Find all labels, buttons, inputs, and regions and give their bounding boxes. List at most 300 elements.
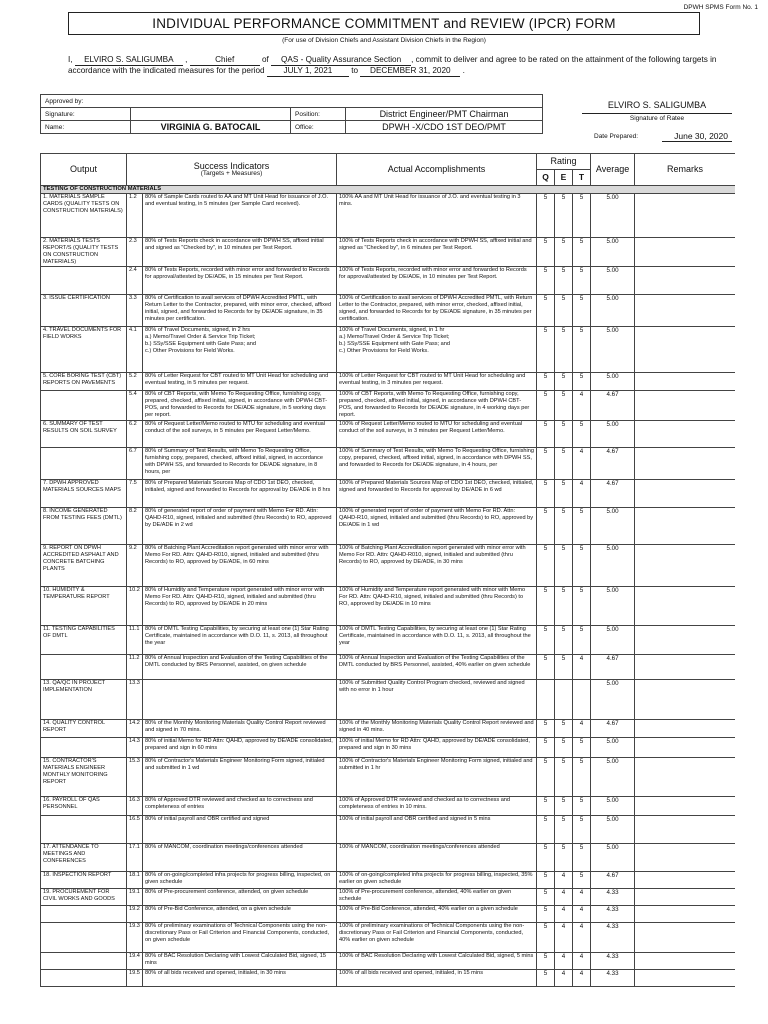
success-indicator-cell: 80% of CBT Reports, with Memo To Requesting Office, furnishing copy, prepared, checked, affixed initial, signed, in accordance with DPWH CBT-POS, and forwarded to Records for DE/ADE signature, in 5 working days per report. (143, 391, 337, 421)
indicator-code-cell: 16.5 (127, 816, 143, 844)
rating-q-cell: 5 (537, 545, 555, 587)
average-cell: 5.00 (591, 267, 635, 295)
remarks-cell (635, 923, 735, 953)
table-row (41, 906, 736, 923)
average-cell: 5.00 (591, 844, 635, 872)
header-e: E (555, 170, 573, 186)
remarks-cell (635, 953, 735, 970)
indicator-code-cell: 2.3 (127, 238, 143, 267)
success-indicator-cell: 80% of Humidity and Temperature report generated with minor error with Memo For RD. Attn: QAHD-R10, signed, initialed and submitted (thru Records) to RO, approved by DE/ADE in 20 mins (143, 587, 337, 626)
average-cell: 5.00 (591, 545, 635, 587)
rating-e-cell: 4 (555, 923, 573, 953)
commitment-statement (68, 55, 748, 77)
rating-t-cell: 5 (573, 295, 591, 327)
indicator-code-cell: 16.3 (127, 797, 143, 816)
rating-t-cell: 4 (573, 391, 591, 421)
table-row (41, 758, 736, 797)
rating-q-cell: 5 (537, 797, 555, 816)
rating-q-cell: 5 (537, 720, 555, 738)
rating-q-cell: 5 (537, 923, 555, 953)
commit-text: , commit to deliver and agree to be rated on the attainment of the following targets in accordance with the indicated measures for the period (68, 55, 717, 75)
rating-q-cell: 5 (537, 655, 555, 680)
actual-accomplishment-cell: 100% of Request Letter/Memo routed to MTU for scheduling and eventual conduct of the soil surveys, in 3 minutes per Request Letter/Memo. (337, 421, 537, 448)
table-row (41, 448, 736, 480)
actual-accomplishment-cell: 100% of Pre-procurement conference, attended, 40% earlier on given schedule (337, 889, 537, 906)
remarks-cell (635, 327, 735, 373)
rating-e-cell: 5 (555, 267, 573, 295)
rating-e-cell: 5 (555, 480, 573, 508)
rating-q-cell: 5 (537, 238, 555, 267)
average-cell: 4.33 (591, 906, 635, 923)
header-q: Q (537, 170, 555, 186)
output-cell: 5. CORE BORING TEST (CBT) REPORTS ON PAVEMENTS (41, 373, 127, 391)
table-row (41, 872, 736, 889)
rating-e-cell: 5 (555, 797, 573, 816)
header-average: Average (591, 154, 635, 186)
header-rating: Rating (537, 154, 591, 170)
rating-t-cell: 4 (573, 720, 591, 738)
indicator-code-cell: 4.1 (127, 327, 143, 373)
average-cell: 4.67 (591, 872, 635, 889)
rating-e-cell: 5 (555, 295, 573, 327)
success-indicator-cell: 80% of Certification to avail services of DPWH Accredited PMTL, with Return Letter to the Contractor, prepared, with minor error, checked, affixed initial, signed, and forwarded to Records for by DE/ADE signature, in 35 minutes per certification. (143, 295, 337, 327)
approved-by-label: Approved by: (41, 95, 543, 108)
table-row (41, 421, 736, 448)
indicator-code-cell: 13.3 (127, 680, 143, 720)
success-indicator-cell: 80% of Approved DTR reviewed and checked as to correctness and completeness of entries (143, 797, 337, 816)
rating-t-cell: 4 (573, 889, 591, 906)
table-row (41, 923, 736, 953)
ipcr-table (40, 153, 735, 987)
rating-e-cell: 5 (555, 758, 573, 797)
output-cell: 1. MATERIALS SAMPLE CARDS (QUALITY TESTS ON CONSTRUCTION MATERIALS) (41, 194, 127, 238)
table-row (41, 953, 736, 970)
success-indicator-cell: 80% of Tests Reports, recorded with minor error and forwarded to Records for approval/attested by DE/ADE, in 15 minutes per Test Report. (143, 267, 337, 295)
commit-position: Chief (190, 55, 260, 66)
average-cell: 4.33 (591, 923, 635, 953)
output-cell: 10. HUMIDITY & TEMPERATURE REPORT (41, 587, 127, 626)
date-prepared-label: Date Prepared: (594, 133, 639, 140)
table-row (41, 295, 736, 327)
rating-e-cell: 5 (555, 655, 573, 680)
actual-accomplishment-cell: 100% of DMTL Testing Capabilities, by securing at least one (1) Star Rating Certificate, maintained in accordance with D.O. 11, s. 2013, all throughout the year (337, 626, 537, 655)
table-row (41, 797, 736, 816)
success-indicator-cell: 80% of Letter Request for CBT routed to MT Unit Head for scheduling and eventual testing, in 5 minutes per request. (143, 373, 337, 391)
rating-q-cell: 5 (537, 267, 555, 295)
rating-q-cell: 5 (537, 844, 555, 872)
commit-office: QAS - Quality Assurance Section (271, 55, 411, 66)
table-row (41, 970, 736, 987)
output-cell: 17. ATTENDANCE TO MEETINGS AND CONFERENCES (41, 844, 127, 872)
rating-q-cell (537, 680, 555, 720)
rating-e-cell: 5 (555, 844, 573, 872)
rating-q-cell: 5 (537, 889, 555, 906)
remarks-cell (635, 626, 735, 655)
remarks-cell (635, 816, 735, 844)
rating-e-cell: 4 (555, 953, 573, 970)
rating-q-cell: 5 (537, 587, 555, 626)
average-cell: 5.00 (591, 587, 635, 626)
actual-accomplishment-cell: 100% of the Monthly Monitoring Materials Quality Control Report reviewed and signed in 40 mins. (337, 720, 537, 738)
rating-e-cell: 5 (555, 816, 573, 844)
rating-e-cell: 5 (555, 448, 573, 480)
rating-t-cell: 5 (573, 508, 591, 545)
remarks-cell (635, 373, 735, 391)
success-indicator-cell: 80% of Pre-procurement conference, attended, on given schedule (143, 889, 337, 906)
period-to: DECEMBER 31, 2020 (360, 66, 460, 77)
average-cell: 4.67 (591, 391, 635, 421)
signature-field (131, 108, 291, 121)
indicator-code-cell: 8.2 (127, 508, 143, 545)
indicator-code-cell: 14.3 (127, 738, 143, 758)
rating-q-cell: 5 (537, 970, 555, 987)
rating-t-cell: 5 (573, 738, 591, 758)
actual-accomplishment-cell: 100% of Travel Documents, signed, in 1 hr a.) Memo/Travel Order & Service Trip Ticket; b.) SSy/SSE Equipment with Gate Pass; and c.) Other Provisions for Field Works. (337, 327, 537, 373)
rating-t-cell: 4 (573, 448, 591, 480)
remarks-cell (635, 906, 735, 923)
average-cell: 5.00 (591, 758, 635, 797)
rating-t-cell: 5 (573, 758, 591, 797)
output-cell: 18. INSPECTION REPORT (41, 872, 127, 889)
table-row (41, 587, 736, 626)
indicator-code-cell: 1.2 (127, 194, 143, 238)
table-row (41, 889, 736, 906)
success-indicator-cell: 80% of Batching Plant Accreditation report generated with minor error with Memo For RD. Attn: QAHD-R010, signed, initialed and submitted (thru Records) to RO, approved by DE/ADE, in 60 mins (143, 545, 337, 587)
rating-q-cell: 5 (537, 738, 555, 758)
table-row (41, 327, 736, 373)
output-cell (41, 923, 127, 953)
rating-q-cell: 5 (537, 448, 555, 480)
commit-prefix: I, (68, 55, 73, 64)
rating-e-cell: 4 (555, 906, 573, 923)
form-title: INDIVIDUAL PERFORMANCE COMMITMENT and REVIEW (IPCR) FORM (68, 12, 700, 35)
rating-t-cell: 5 (573, 421, 591, 448)
success-indicator-cell: 80% of Travel Documents, signed, in 2 hrs a.) Memo/Travel Order & Service Trip Ticket; b.) SSy/SSE Equipment with Gate Pass; and c.) Other Provisions for Field Works. (143, 327, 337, 373)
output-cell: 9. REPORT ON DPWH ACCREDITED ASPHALT AND CONCRETE BATCHING PLANTS (41, 545, 127, 587)
remarks-cell (635, 655, 735, 680)
rating-e-cell: 4 (555, 872, 573, 889)
average-cell: 5.00 (591, 738, 635, 758)
remarks-cell (635, 970, 735, 987)
output-cell (41, 655, 127, 680)
actual-accomplishment-cell: 100% of Summary of Test Results, with Memo To Requesting Office, furnishing copy, prepared, checked, affixed initial, signed, in accordance with DPWH SS, and forwarded to Records for DE/ADE signature, in 4 hours, per (337, 448, 537, 480)
output-cell: 14. QUALITY CONTROL REPORT (41, 720, 127, 738)
commit-of: of (261, 55, 269, 64)
rating-t-cell: 5 (573, 816, 591, 844)
rating-e-cell: 5 (555, 194, 573, 238)
success-indicator-cell: 80% of all bids received and opened, initialed, in 30 mins (143, 970, 337, 987)
rating-t-cell: 4 (573, 953, 591, 970)
header-output: Output (41, 154, 127, 186)
output-cell: 2. MATERIALS TESTS REPORT/S (QUALITY TESTS ON CONSTRUCTION MATERIALS) (41, 238, 127, 267)
rating-t-cell: 5 (573, 626, 591, 655)
approver-position: District Engineer/PMT Chairman (346, 108, 543, 121)
header-success-indicators (127, 154, 337, 186)
table-row (41, 545, 736, 587)
actual-accomplishment-cell: 100% of on-going/completed infra projects for progress billing, inspected, 35% earlier on given schedule (337, 872, 537, 889)
rating-t-cell: 5 (573, 238, 591, 267)
average-cell: 5.00 (591, 680, 635, 720)
rating-t-cell (573, 680, 591, 720)
output-cell (41, 953, 127, 970)
rating-e-cell: 5 (555, 391, 573, 421)
average-cell: 5.00 (591, 373, 635, 391)
name-label: Name: (41, 121, 131, 134)
output-cell (41, 267, 127, 295)
indicator-code-cell: 3.3 (127, 295, 143, 327)
rating-q-cell: 5 (537, 906, 555, 923)
rating-e-cell: 5 (555, 508, 573, 545)
indicator-code-cell: 10.2 (127, 587, 143, 626)
remarks-cell (635, 872, 735, 889)
average-cell: 4.67 (591, 448, 635, 480)
indicator-code-cell: 6.7 (127, 448, 143, 480)
output-cell (41, 448, 127, 480)
ratee-signature-label: Signature of Ratee (629, 115, 685, 122)
table-row (41, 626, 736, 655)
actual-accomplishment-cell: 100% of Prepared Materials Sources Map of CDO 1st DEO, checked, initialed, signed and forwarded to Records for approval by DE/ADE in 6 wd (337, 480, 537, 508)
average-cell: 5.00 (591, 626, 635, 655)
remarks-cell (635, 267, 735, 295)
success-indicator-cell: 80% of generated report of order of payment with Memo For RD. Attn: QAHD-R10, signed, initialed and submitted (thru Records) to RO, approved by DE/ADE in 2 wd (143, 508, 337, 545)
indicator-code-cell: 17.1 (127, 844, 143, 872)
rating-t-cell: 5 (573, 587, 591, 626)
rating-e-cell: 5 (555, 738, 573, 758)
indicator-code-cell: 19.5 (127, 970, 143, 987)
rating-q-cell: 5 (537, 953, 555, 970)
average-cell: 4.33 (591, 889, 635, 906)
actual-accomplishment-cell: 100% of Letter Request for CBT routed to MT Unit Head for scheduling and eventual testing, in 3 minutes per request. (337, 373, 537, 391)
ipcr-table-body (41, 186, 736, 987)
output-cell (41, 970, 127, 987)
rating-q-cell: 5 (537, 295, 555, 327)
output-cell: 6. SUMMARY OF TEST RESULTS ON SOIL SURVEY (41, 421, 127, 448)
actual-accomplishment-cell: 100% of preliminary examinations of Technical Components using the non-discretionary Pass or Fail Criterion and Financial Components, conducted, 40% earlier on given schedule (337, 923, 537, 953)
success-indicator-cell: 80% of Tests Reports check in accordance with DPWH SS, affixed initial and signed as "Checked by", in 10 minutes per Test Report. (143, 238, 337, 267)
table-row (41, 680, 736, 720)
indicator-code-cell: 18.1 (127, 872, 143, 889)
rating-t-cell: 4 (573, 655, 591, 680)
success-indicator-cell: 80% of DMTL Testing Capabilities, by securing at least one (1) Star Rating Certificate, maintained in accordance with D.O. 11, s. 2013, all throughout the year (143, 626, 337, 655)
rating-q-cell: 5 (537, 194, 555, 238)
rating-t-cell: 4 (573, 923, 591, 953)
commit-sep: , (185, 55, 188, 64)
approver-office: DPWH -X/CDO 1ST DEO/PMT (346, 121, 543, 134)
remarks-cell (635, 797, 735, 816)
header-success-sub: (Targets + Measures) (200, 169, 263, 177)
average-cell: 5.00 (591, 508, 635, 545)
output-cell: 3. ISSUE CERTIFICATION (41, 295, 127, 327)
form-subtitle: (For use of Division Chiefs and Assistant Division Chiefs in the Region) (282, 37, 486, 44)
rating-q-cell: 5 (537, 816, 555, 844)
rating-t-cell: 4 (573, 970, 591, 987)
actual-accomplishment-cell: 100% of generated report of order of payment with Memo For RD. Attn: QAHD-R10, signed, initialed and submitted (thru Records) to RO, approved by DE/ADE in 1 wd (337, 508, 537, 545)
rating-q-cell: 5 (537, 480, 555, 508)
success-indicator-cell: 80% of Request Letter/Memo routed to MTU for scheduling and eventual conduct of the soil surveys, in 5 minutes per Request Letter/Memo. (143, 421, 337, 448)
average-cell: 5.00 (591, 295, 635, 327)
success-indicator-cell: 80% of Summary of Test Results, with Memo To Requesting Office, furnishing copy, prepared, checked, affixed initial, signed, in accordance with DPWH SS, and forwarded to Records for DE/ADE signature, in 8 hours, per (143, 448, 337, 480)
rating-e-cell: 5 (555, 720, 573, 738)
rating-t-cell: 5 (573, 545, 591, 587)
table-row (41, 655, 736, 680)
rating-q-cell: 5 (537, 373, 555, 391)
form-number: DPWH SPMS Form No. 1 (683, 4, 758, 11)
average-cell: 5.00 (591, 421, 635, 448)
success-indicator-cell: 80% of Annual Inspection and Evaluation of the Testing Capabilities of the DMTL conducted by BRS Personnel, assisted, on given schedule (143, 655, 337, 680)
output-cell: 7. DPWH APPROVED MATERIALS SOURCES MAPS (41, 480, 127, 508)
rating-t-cell: 4 (573, 906, 591, 923)
remarks-cell (635, 587, 735, 626)
remarks-cell (635, 738, 735, 758)
rating-t-cell: 5 (573, 844, 591, 872)
indicator-code-cell: 11.2 (127, 655, 143, 680)
header-t: T (573, 170, 591, 186)
actual-accomplishment-cell: 100% of Batching Plant Accreditation report generated with minor error with Memo For RD. Attn: QAHD-R010, signed, initialed and submitted (thru Records) to RO, approved by DE/ADE, in 30 mins (337, 545, 537, 587)
remarks-cell (635, 391, 735, 421)
indicator-code-cell: 19.1 (127, 889, 143, 906)
position-label: Position: (291, 108, 346, 121)
indicator-code-cell: 19.3 (127, 923, 143, 953)
output-cell (41, 391, 127, 421)
actual-accomplishment-cell: 100% of Contractor's Materials Engineer Monitoring Form signed, initialed and submitted in 1 hr (337, 758, 537, 797)
output-cell: 11. TESTING CAPABILITIES OF DMTL (41, 626, 127, 655)
table-row (41, 816, 736, 844)
remarks-cell (635, 680, 735, 720)
average-cell: 4.67 (591, 655, 635, 680)
indicator-code-cell: 14.2 (127, 720, 143, 738)
actual-accomplishment-cell: 100% of CBT Reports, with Memo To Requesting Office, furnishing copy, prepared, checked, affixed initial, signed, in accordance with DPWH CBT-POS, and forwarded to Records for DE/ADE signature, in 4 working days per report. (337, 391, 537, 421)
indicator-code-cell: 15.3 (127, 758, 143, 797)
table-row (41, 738, 736, 758)
remarks-cell (635, 238, 735, 267)
output-cell: 19. PROCUREMENT FOR CIVIL WORKS AND GOODS (41, 889, 127, 906)
rating-e-cell: 5 (555, 587, 573, 626)
remarks-cell (635, 758, 735, 797)
rating-e-cell: 5 (555, 373, 573, 391)
success-indicator-cell: 80% of preliminary examinations of Technical Components using the non-discretionary Pass or Fail Criterion and Financial Components, conducted, on given schedule (143, 923, 337, 953)
actual-accomplishment-cell: 100% of MANCOM, coordination meetings/conferences attended (337, 844, 537, 872)
average-cell: 5.00 (591, 194, 635, 238)
success-indicator-cell: 80% of initial payroll and OBR certified and signed (143, 816, 337, 844)
success-indicator-cell: 80% of Prepared Materials Sources Map of CDO 1st DEO, checked, initialed, signed and forwarded to Records for approval by DE/ADE in 8 hrs (143, 480, 337, 508)
actual-accomplishment-cell: 100% of Tests Reports check in accordance with DPWH SS, affixed initial and signed as "Checked by", in 6 minutes per Test Report. (337, 238, 537, 267)
indicator-code-cell: 6.2 (127, 421, 143, 448)
approval-block (40, 94, 543, 134)
actual-accomplishment-cell: 100% of BAC Resolution Declaring with Lowest Calculated Bid, signed, 5 mins (337, 953, 537, 970)
average-cell: 4.33 (591, 953, 635, 970)
commit-to: to (351, 66, 359, 75)
table-row (41, 480, 736, 508)
indicator-code-cell: 9.2 (127, 545, 143, 587)
rating-q-cell: 5 (537, 626, 555, 655)
rating-e-cell: 5 (555, 626, 573, 655)
actual-accomplishment-cell: 100% of Annual Inspection and Evaluation of the Testing Capabilities of the DMTL conducted by BRS Personnel, assisted, 40% earlier on given schedule (337, 655, 537, 680)
actual-accomplishment-cell: 100% of Tests Reports, recorded with minor error and forwarded to Records for approval/attested by DE/ADE, in 10 minutes per Test Report. (337, 267, 537, 295)
actual-accomplishment-cell: 100% of Approved DTR reviewed and checked as to correctness and completeness of entries in 10 mins. (337, 797, 537, 816)
output-cell (41, 816, 127, 844)
rating-e-cell: 5 (555, 327, 573, 373)
rating-e-cell: 5 (555, 545, 573, 587)
table-row (41, 267, 736, 295)
remarks-cell (635, 545, 735, 587)
rating-e-cell (555, 680, 573, 720)
period-from: JULY 1, 2021 (267, 66, 349, 77)
header-remarks: Remarks (635, 154, 735, 186)
approver-name: VIRGINIA G. BATOCAIL (131, 121, 291, 134)
rating-t-cell: 5 (573, 872, 591, 889)
indicator-code-cell: 11.1 (127, 626, 143, 655)
remarks-cell (635, 508, 735, 545)
header-actual: Actual Accomplishments (337, 154, 537, 186)
average-cell: 4.67 (591, 480, 635, 508)
table-row (41, 720, 736, 738)
success-indicator-cell: 80% of Pre-Bid Conference, attended, on a given schedule (143, 906, 337, 923)
rating-q-cell: 5 (537, 508, 555, 545)
output-cell: 13. QA/QC IN PROJECT IMPLEMENTATION (41, 680, 127, 720)
success-indicator-cell: 80% of the Monthly Monitoring Materials Quality Control Report reviewed and signed in 70 mins. (143, 720, 337, 738)
indicator-code-cell: 19.4 (127, 953, 143, 970)
indicator-code-cell: 5.2 (127, 373, 143, 391)
rating-q-cell: 5 (537, 421, 555, 448)
commit-name: ELVIRO S. SALIGUMBA (75, 55, 183, 66)
date-prepared-value: June 30, 2020 (662, 131, 732, 142)
remarks-cell (635, 720, 735, 738)
remarks-cell (635, 295, 735, 327)
rating-e-cell: 5 (555, 238, 573, 267)
output-cell: 4. TRAVEL DOCUMENTS FOR FIELD WORKS (41, 327, 127, 373)
actual-accomplishment-cell: 100% of Certification to avail services of DPWH Accredited PMTL, with Return Letter to the Contractor, prepared, with minor error, checked, affixed initial, signed, and forwarded to Records for by DE/ADE signature, in 35 minutes per certification. (337, 295, 537, 327)
remarks-cell (635, 844, 735, 872)
success-indicator-cell: 80% of MANCOM, coordination meetings/conferences attended (143, 844, 337, 872)
rating-q-cell: 5 (537, 327, 555, 373)
remarks-cell (635, 194, 735, 238)
signature-label: Signature: (41, 108, 131, 121)
rating-e-cell: 4 (555, 889, 573, 906)
rating-t-cell: 5 (573, 797, 591, 816)
actual-accomplishment-cell: 100% of all bids received and opened, initialed, in 15 mins (337, 970, 537, 987)
average-cell: 5.00 (591, 238, 635, 267)
remarks-cell (635, 480, 735, 508)
actual-accomplishment-cell: 100% AA and MT Unit Head for issuance of J.O. and eventual testing in 3 mins. (337, 194, 537, 238)
ratee-signature-line (582, 113, 732, 114)
rating-q-cell: 5 (537, 758, 555, 797)
rating-t-cell: 5 (573, 373, 591, 391)
ratee-name: ELVIRO S. SALIGUMBA (607, 100, 707, 110)
output-cell (41, 738, 127, 758)
average-cell: 5.00 (591, 816, 635, 844)
success-indicator-cell (143, 680, 337, 720)
output-cell (41, 906, 127, 923)
office-label: Office: (291, 121, 346, 134)
average-cell: 5.00 (591, 797, 635, 816)
indicator-code-cell: 7.5 (127, 480, 143, 508)
rating-q-cell: 5 (537, 391, 555, 421)
table-row (41, 238, 736, 267)
rating-q-cell: 5 (537, 872, 555, 889)
average-cell: 4.67 (591, 720, 635, 738)
table-row (41, 391, 736, 421)
remarks-cell (635, 889, 735, 906)
output-cell: 15. CONTRACTOR'S MATERIALS ENGINEER MONTHLY MONITORING REPORT (41, 758, 127, 797)
actual-accomplishment-cell: 100% of Humidity and Temperature report generated with minor with Memo For RD. Attn: QAHD-R10, signed, initialed and submitted (thru Records) to RO, approved by DE/ADE in 10 mins (337, 587, 537, 626)
remarks-cell (635, 421, 735, 448)
table-row (41, 373, 736, 391)
rating-t-cell: 4 (573, 480, 591, 508)
output-cell: 8. INCOME GENERATED FROM TESTING FEES (DMTL) (41, 508, 127, 545)
indicator-code-cell: 19.2 (127, 906, 143, 923)
average-cell: 4.33 (591, 970, 635, 987)
indicator-code-cell: 5.4 (127, 391, 143, 421)
